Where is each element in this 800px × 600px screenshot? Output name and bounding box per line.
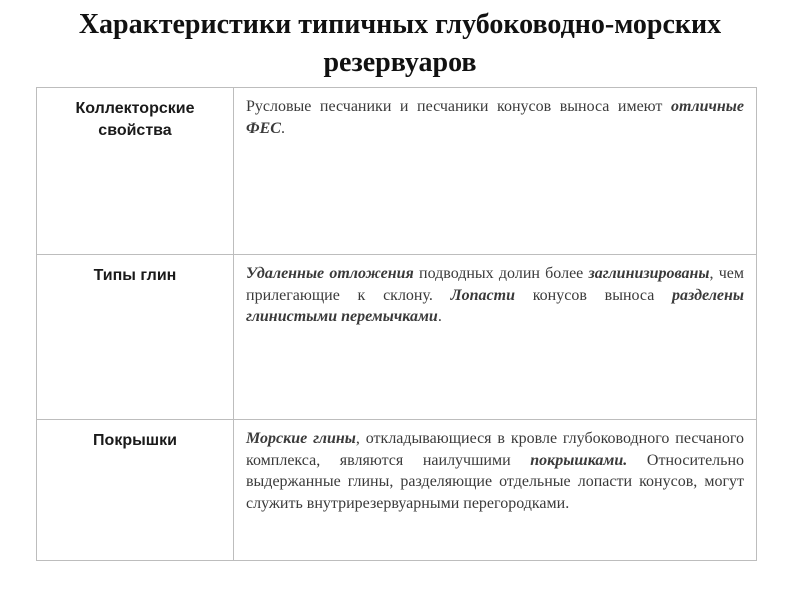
row-description (246, 96, 744, 139)
row-label: Типы глин (93, 267, 177, 284)
emphasized-text: Морские глины (246, 430, 356, 447)
reservoir-characteristics-table (36, 87, 757, 561)
text-segment: подводных долин более (413, 265, 589, 282)
row-description (246, 263, 744, 328)
emphasized-text: Лопасти (450, 286, 515, 304)
row-label-cell (37, 88, 234, 255)
row-label-cell (37, 420, 234, 561)
row-description (246, 428, 744, 514)
page-title-line-2: резервуаров (323, 47, 477, 78)
row-description-cell (234, 420, 757, 561)
row-description-cell (234, 255, 757, 420)
text-segment: , откладывающиеся в кровле глубоководного песчаного комплекса, являются наилучшими (246, 430, 745, 469)
emphasized-text: Удаленные отложения (246, 265, 414, 282)
table-row (37, 255, 757, 420)
text-segment: . (280, 119, 285, 137)
text-segment: Русловые песчаники и песчаники конусов выноса имеют (246, 98, 671, 115)
row-label: Коллекторские свойства (75, 100, 195, 139)
row-description-cell (234, 88, 757, 255)
text-segment: конусов выноса (514, 286, 673, 304)
text-segment: Относительно выдержанные глины, разделяющие отдельные лопасти конусов, могут служить внутрирезервуарными перегородками. (246, 451, 745, 512)
text-segment: , чем прилегающие к склону. (246, 265, 745, 304)
emphasized-text: заглинизированы (588, 265, 710, 282)
row-label: Покрышки (93, 432, 177, 449)
emphasized-text: разделены глинистыми перемычками (246, 286, 745, 325)
page-title-line-1: Характеристики типичных глубоководно-морских (78, 9, 722, 40)
row-label-cell (37, 255, 234, 420)
table-row (37, 88, 757, 255)
emphasized-text: покрышками. (530, 451, 628, 469)
text-segment: . (437, 308, 442, 325)
page-title (0, 6, 800, 82)
table-row (37, 420, 757, 561)
emphasized-text: отличные ФЕС (246, 98, 744, 137)
